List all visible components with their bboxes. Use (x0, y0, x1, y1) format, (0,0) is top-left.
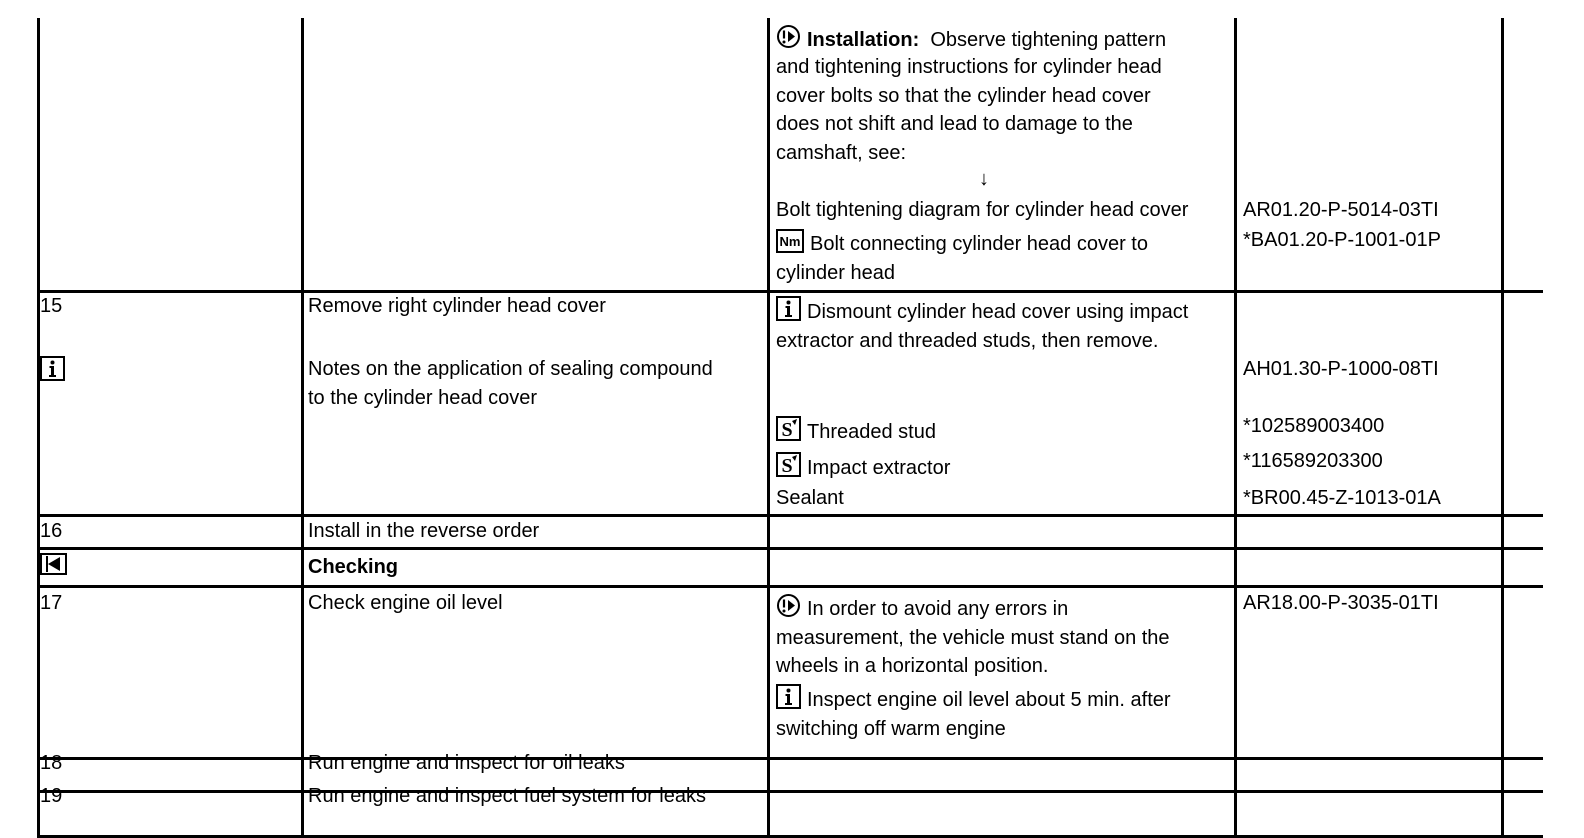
bolt-diagram-link[interactable]: Bolt tightening diagram for cylinder head cover (776, 199, 1189, 221)
section-heading: Checking (308, 556, 399, 578)
step-action: Run engine and inspect fuel system for leaks (308, 785, 706, 807)
step-number: 15 (40, 295, 63, 317)
warning-text: wheels in a horizontal position. (776, 655, 1049, 677)
row-divider (37, 585, 1543, 588)
column-divider (1501, 18, 1504, 838)
special-tool (776, 416, 936, 447)
step-action: Run engine and inspect for oil leaks (308, 752, 625, 774)
sealant-label: Sealant (776, 487, 844, 509)
warning-text: measurement, the vehicle must stand on the (776, 627, 1170, 649)
row-divider (37, 757, 1543, 760)
step-action: Check engine oil level (308, 592, 503, 614)
warning-text: In order to avoid any errors in (807, 598, 1069, 620)
special-tool (776, 452, 950, 483)
info-note-text: extractor and threaded studs, then remove. (776, 330, 1159, 352)
column-divider (301, 18, 304, 838)
bolt-connect-ref[interactable]: *BA01.20-P-1001-01P (1243, 229, 1441, 251)
info-note-text: Dismount cylinder head cover using impact (807, 301, 1189, 323)
procedure-table (37, 18, 1543, 838)
bolt-connect-spec (776, 229, 1148, 259)
info-icon[interactable] (40, 356, 65, 381)
installation-note-icon (776, 593, 801, 618)
step-number: 16 (40, 520, 63, 542)
info-note (776, 296, 1188, 327)
notes-link[interactable]: to the cylinder head cover (308, 387, 538, 409)
sealant-ref[interactable]: *BR00.45-Z-1013-01A (1243, 487, 1441, 509)
notes-link[interactable]: Notes on the application of sealing compound (308, 358, 713, 380)
impact-extractor-ref[interactable]: *116589203300 (1243, 450, 1383, 472)
down-arrow-icon: ↓ (979, 168, 989, 190)
installation-text: camshaft, see: (776, 142, 907, 164)
installation-note (776, 24, 1166, 55)
impact-extractor-label: Impact extractor (807, 457, 951, 479)
step-action: Install in the reverse order (308, 520, 540, 542)
special-tool-icon (776, 452, 801, 477)
info-icon (776, 296, 801, 321)
step-number: 19 (40, 785, 63, 807)
row-divider (37, 290, 1543, 293)
step-number: 18 (40, 752, 63, 774)
info-icon-cell (40, 356, 71, 387)
installation-text: does not shift and lead to damage to the (776, 113, 1133, 135)
column-divider (767, 18, 770, 838)
info-note (776, 684, 1171, 715)
row-divider (37, 514, 1543, 517)
installation-label: Installation: (807, 29, 920, 51)
row-divider (37, 790, 1543, 793)
bolt-diagram-ref[interactable]: AR01.20-P-5014-03TI (1243, 199, 1439, 221)
threaded-stud-label: Threaded stud (807, 421, 936, 443)
installation-note-icon (776, 24, 801, 49)
info-note-text: switching off warm engine (776, 718, 1006, 740)
checking-flag-icon (40, 553, 67, 575)
info-icon (776, 684, 801, 709)
torque-nm-icon-label: Nm (779, 234, 801, 249)
special-tool-icon-label: S (781, 455, 793, 477)
row-divider (37, 547, 1543, 550)
threaded-stud-ref[interactable]: *102589003400 (1243, 415, 1385, 437)
bolt-connect-text: cylinder head (776, 262, 895, 284)
special-tool-icon (776, 416, 801, 441)
torque-nm-icon (776, 229, 804, 253)
step-number: 17 (40, 592, 63, 614)
column-divider (1234, 18, 1237, 838)
special-tool-icon-label: S (781, 419, 793, 441)
warning-note (776, 593, 1068, 624)
notes-ref[interactable]: AH01.30-P-1000-08TI (1243, 358, 1439, 380)
bolt-connect-text: Bolt connecting cylinder head cover to (810, 233, 1148, 255)
installation-text: and tightening instructions for cylinder head (776, 56, 1162, 78)
column-divider (37, 18, 40, 838)
oil-level-ref[interactable]: AR18.00-P-3035-01TI (1243, 592, 1439, 614)
installation-text: cover bolts so that the cylinder head cover (776, 85, 1151, 107)
step-action: Remove right cylinder head cover (308, 295, 606, 317)
info-note-text: Inspect engine oil level about 5 min. after (807, 689, 1171, 711)
checking-icon-cell (40, 552, 73, 581)
installation-text: Observe tightening pattern (930, 29, 1167, 51)
